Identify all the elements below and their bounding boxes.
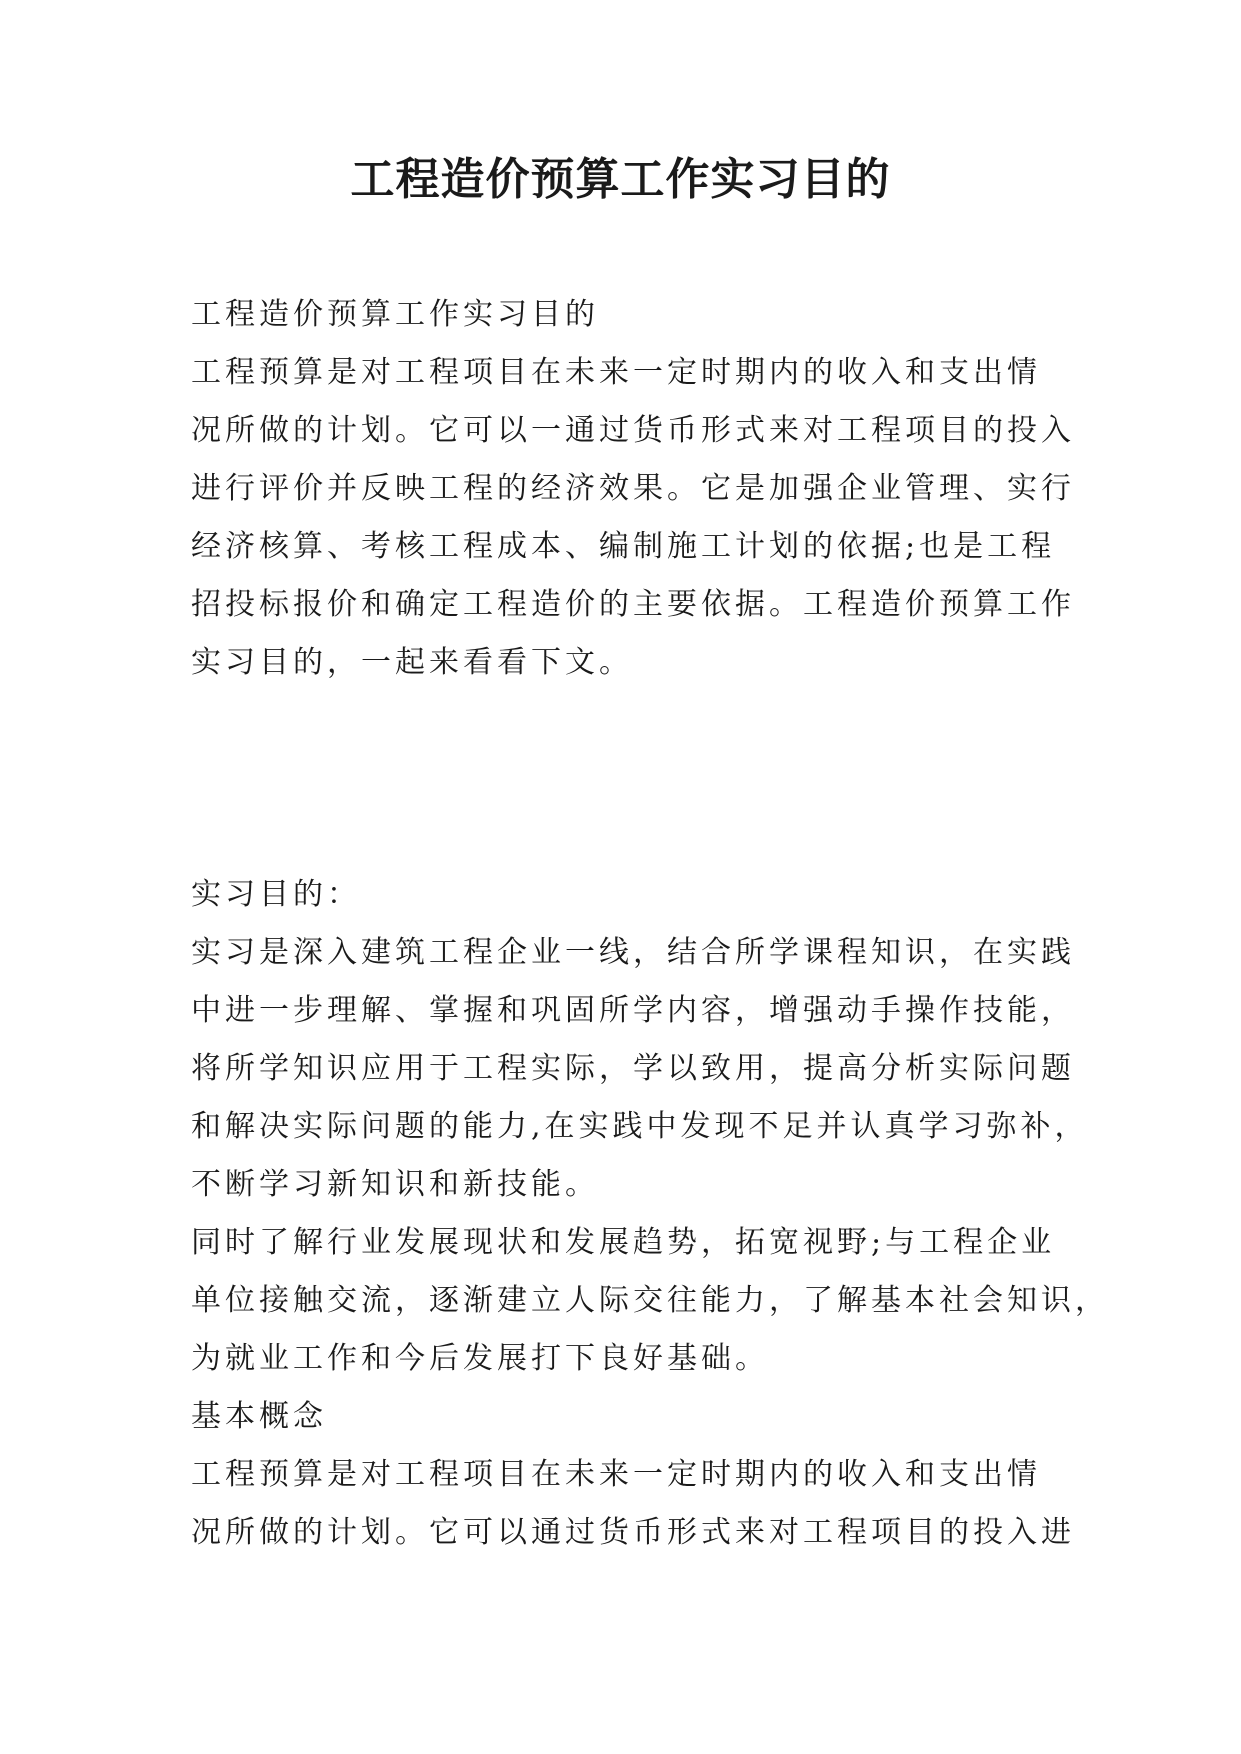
section-heading: 基本概念 [191, 1399, 327, 1434]
text-line: 况所做的计划。它可以一通过货币形式来对工程项目的投入 [191, 413, 1075, 448]
text-line: 经济核算、考核工程成本、编制施工计划的依据;也是工程 [191, 529, 1056, 564]
text-line: 中进一步理解、掌握和巩固所学内容，增强动手操作技能， [191, 993, 1075, 1028]
section-heading: 实习目的： [191, 877, 361, 912]
text-line: 单位接触交流，逐渐建立人际交往能力，了解基本社会知识， [191, 1283, 1109, 1318]
text-line: 工程造价预算工作实习目的 [191, 297, 599, 332]
text-line: 和解决实际问题的能力,在实践中发现不足并认真学习弥补， [191, 1109, 1089, 1144]
text-line: 将所学知识应用于工程实际，学以致用，提高分析实际问题 [191, 1051, 1075, 1086]
purpose-section [191, 866, 1109, 1562]
text-line: 工程预算是对工程项目在未来一定时期内的收入和支出情 [191, 1457, 1041, 1492]
text-line: 进行评价并反映工程的经济效果。它是加强企业管理、实行 [191, 471, 1075, 506]
text-line: 工程预算是对工程项目在未来一定时期内的收入和支出情 [191, 355, 1041, 390]
text-line: 实习目的，一起来看看下文。 [191, 645, 633, 680]
text-line: 招投标报价和确定工程造价的主要依据。工程造价预算工作 [191, 587, 1075, 622]
intro-section [191, 286, 1075, 692]
text-line: 为就业工作和今后发展打下良好基础。 [191, 1341, 769, 1376]
document-title: 工程造价预算工作实习目的 [350, 154, 891, 205]
text-line: 实习是深入建筑工程企业一线，结合所学课程知识，在实践 [191, 935, 1075, 970]
text-line: 同时了解行业发展现状和发展趋势，拓宽视野;与工程企业 [191, 1225, 1056, 1260]
text-line: 不断学习新知识和新技能。 [191, 1167, 599, 1202]
text-line: 况所做的计划。它可以通过货币形式来对工程项目的投入进 [191, 1515, 1075, 1550]
